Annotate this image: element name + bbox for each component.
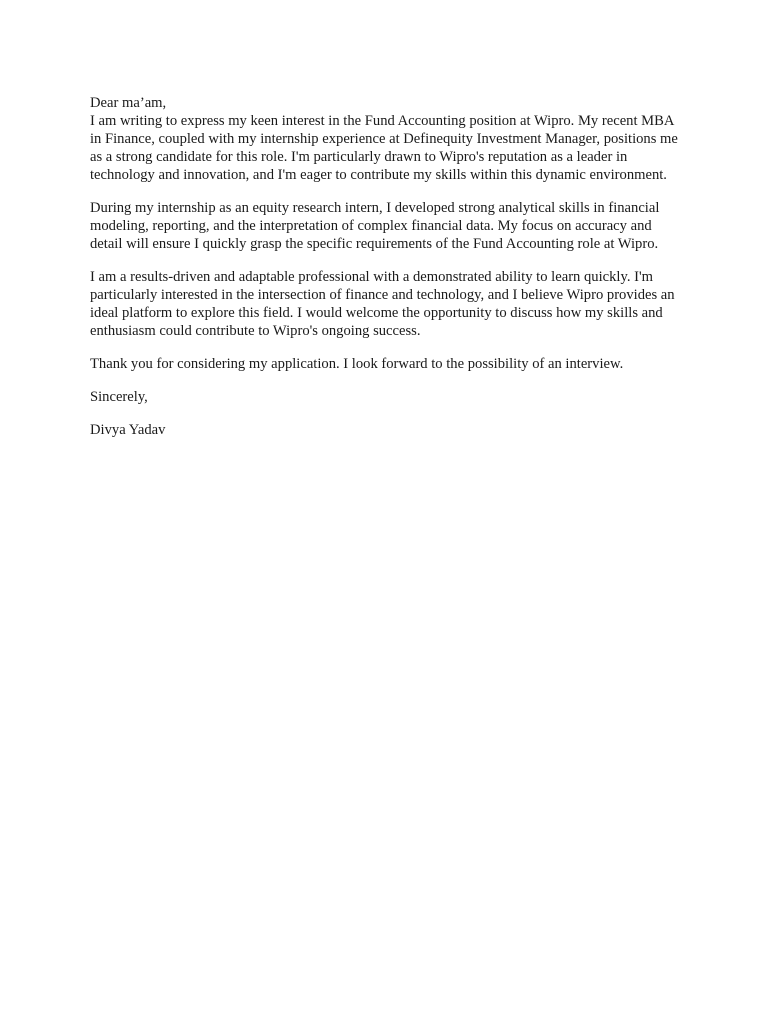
paragraph-qualities: I am a results-driven and adaptable professional with a demonstrated ability to learn quickly. I'm particularly interested in the intersection of finance and technology, and I believe Wipro provides an ideal platform to explore this field. I would welcome the opportunity to discuss how my skills and enthusiasm could contribute to Wipro's ongoing success. [90, 269, 675, 339]
paragraph-thanks: Thank you for considering my application. I look forward to the possibility of an interview. [90, 356, 624, 372]
closing: Sincerely, [90, 389, 148, 405]
signature-name: Divya Yadav [90, 422, 166, 438]
paragraph-internship: During my internship as an equity research intern, I developed strong analytical skills in financial modeling, reporting, and the interpretation of complex financial data. My focus on accuracy and detail will ensure I quickly grasp the specific requirements of the Fund Accounting role at Wipro. [90, 200, 660, 252]
paragraph-intro: I am writing to express my keen interest in the Fund Accounting position at Wipro. My recent MBA in Finance, coupled with my internship experience at Definequity Investment Manager, positions me as a strong candidate for this role. I'm particularly drawn to Wipro's reputation as a leader in technology and innovation, and I'm eager to contribute my skills within this dynamic environment. [90, 113, 678, 183]
cover-letter [90, 94, 682, 439]
salutation: Dear ma’am, [90, 95, 167, 111]
